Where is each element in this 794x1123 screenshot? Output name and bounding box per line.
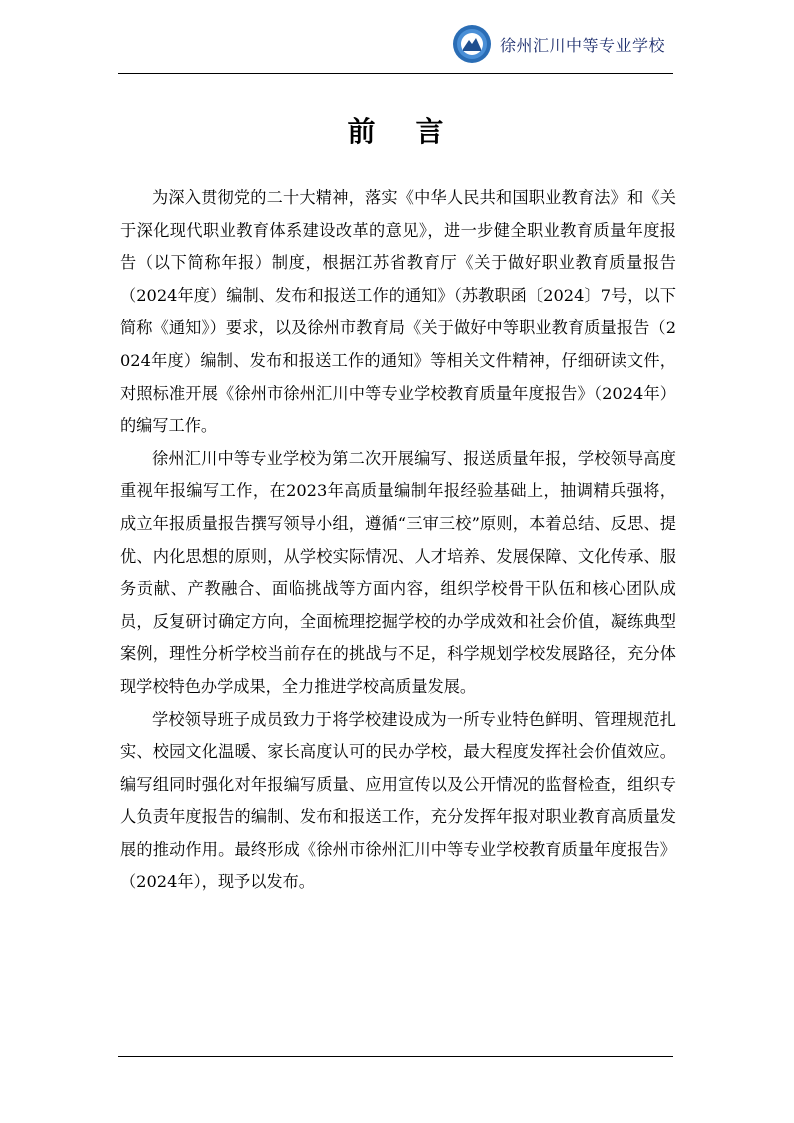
paragraph: 学校领导班子成员致力于将学校建设成为一所专业特色鲜明、管理规范扎实、校园文化温暖、家长高度认可的民办学校，最大程度发挥社会价值效应。编写组同时强化对年报编写质量、应用宣传以及公开情况的监督检查，组织专人负责年度报告的编制、发布和报送工作，充分发挥年报对职业教育高质量发展的推动作用。最终形成《徐州市徐州汇川中等专业学校教育质量年度报告》（2024年），现予以发布。 <box>120 709 676 892</box>
paragraph: 徐州汇川中等专业学校为第二次开展编写、报送质量年报，学校领导高度重视年报编写工作，在2023年高质量编制年报经验基础上，抽调精兵强将，成立年报质量报告撰写领导小组，遵循“三审三校”原则，本着总结、反思、提优、内化思想的原则，从学校实际情况、人才培养、发展保障、文化传承、服务贡献、产教融合、面临挑战等方面内容，组织学校骨干队伍和核心团队成员，反复研讨确定方向，全面梳理挖掘学校的办学成效和社会价值，凝练典型案例，理性分析学校当前存在的挑战与不足，科学规划学校发展路径，充分体现学校特色办学成果，全力推进学校高质量发展。 <box>120 448 676 696</box>
page-header <box>118 22 673 72</box>
header-branding <box>452 24 665 64</box>
paragraph: 为深入贯彻党的二十大精神，落实《中华人民共和国职业教育法》和《关于深化现代职业教育体系建设改革的意见》，进一步健全职业教育质量年度报告（以下简称年报）制度，根据江苏省教育厅《关于做好职业教育质量报告（2024年度）编制、发布和报送工作的通知》（苏教职函〔2024〕7号，以下简称《通知》）要求，以及徐州市教育局《关于做好中等职业教育质量报告（2024年度）编制、发布和报送工作的通知》等相关文件精神，仔细研读文件，对照标准开展《徐州市徐州汇川中等专业学校教育质量年度报告》（2024年）的编写工作。 <box>120 188 676 436</box>
school-emblem-icon <box>452 24 492 64</box>
header-divider <box>118 73 673 74</box>
preface-body <box>120 182 676 899</box>
page-title: 前言 <box>347 115 484 148</box>
footer-divider <box>118 1056 673 1057</box>
school-name: 徐州汇川中等专业学校 <box>499 35 665 55</box>
